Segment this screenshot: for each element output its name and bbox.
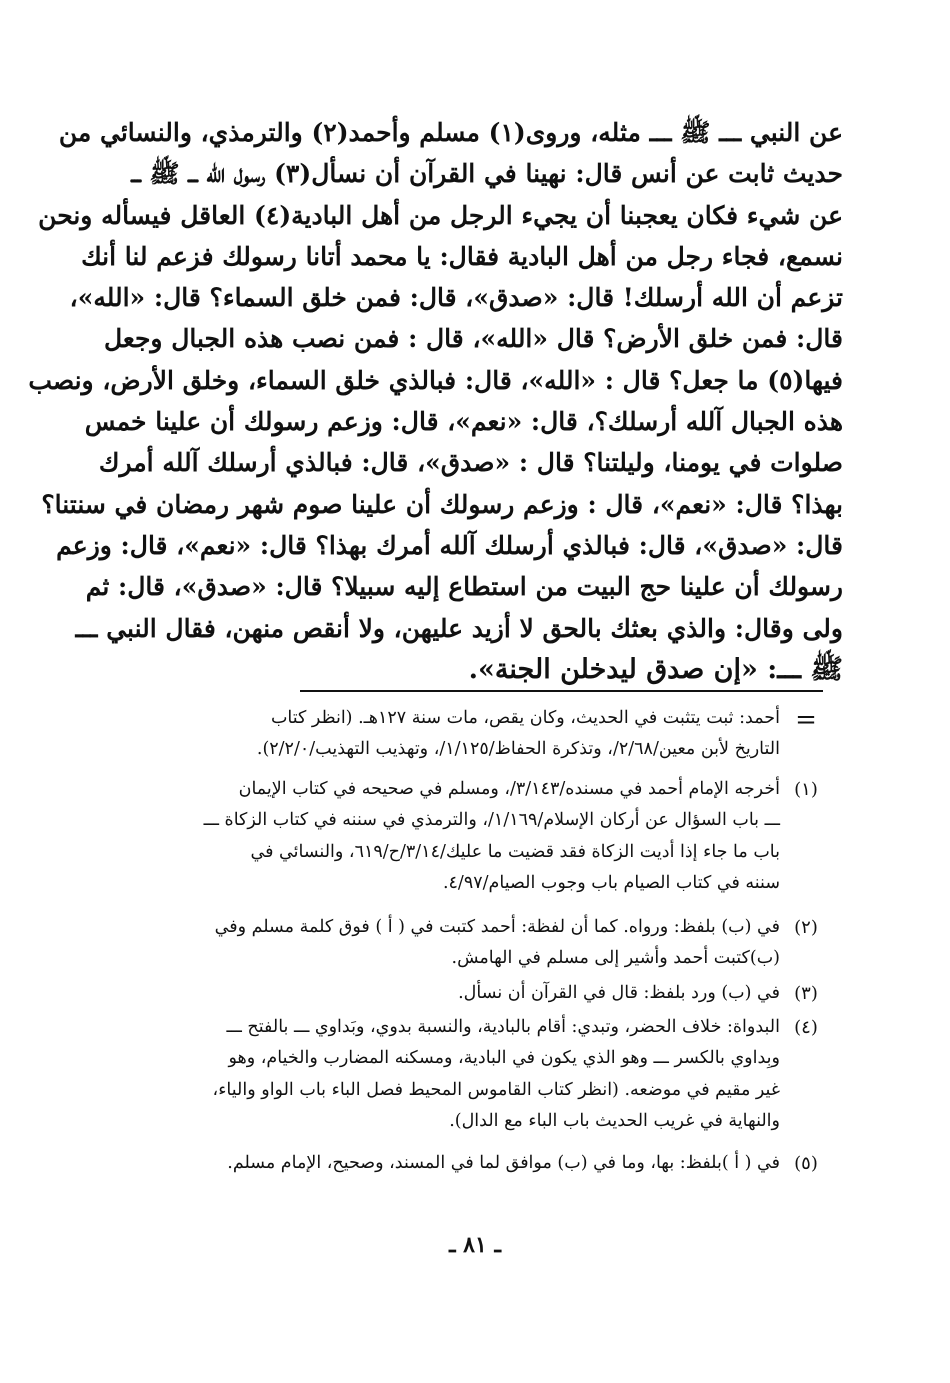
main-text-line: رسولك أن علينا حج البيت من استطاع إليه سبيلا؟ قال: «صدق»، قال: ثم bbox=[85, 572, 843, 602]
main-text-line: بهذا؟ قال: «نعم»، قال : وزعم رسولك أن علينا صوم شهر رمضان في سنتنا؟ bbox=[41, 489, 843, 519]
footnote bbox=[158, 912, 828, 978]
footnote bbox=[158, 1012, 828, 1143]
footnote-line: وبِداوي بالكسر ـــ وهو الذي يكون في البادية، ومسكنه المضارب والخيام، وهو bbox=[228, 1048, 780, 1069]
footnote-line: التاريخ لأبن معين/٢/٦٨/، وتذكرة الحفاظ/١/١٢٥/، وتهذيب التهذيب/٢/٢/٠). bbox=[256, 739, 780, 760]
footnote-line: أخرجه الإمام أحمد في مسنده/٣/١٤٣/، ومسلم في صحيحه في كتاب الإيمان bbox=[238, 779, 780, 799]
main-text-line: نسمع، فجاء رجل من أهل البادية فقال: يا محمد أتانا رسولك فزعم لنا أنك bbox=[81, 241, 843, 271]
footnote-marker: (١) bbox=[794, 779, 818, 800]
main-text-line: قال: «صدق»، قال: فبالذي أرسلك آلله أمرك بهذا؟ قال: «نعم»، قال: وزعم bbox=[56, 530, 843, 560]
main-text-line: فيها(٥) ما جعل؟ قال : «الله»، قال: فبالذي خلق السماء، وخلق الأرض، ونصب bbox=[28, 365, 843, 395]
footnote-line: البدواة: خلاف الحضر، وتبدي: أقام بالبادية، والنسبة بدوي، وبَداوي ـــ بالفتح ـــ bbox=[226, 1017, 780, 1037]
main-text-line: هذه الجبال آلله أرسلك؟، قال: «نعم»، قال: وزعم رسولك أن علينا خمس bbox=[84, 407, 843, 437]
footnote-line: والنهاية في غريب الحديث باب الباء مع الدال). bbox=[449, 1110, 780, 1131]
footnote-marker: = bbox=[795, 705, 817, 735]
footnote bbox=[158, 703, 828, 766]
main-text-line: ﷺ ـــ: «إن صدق ليدخلن الجنة». bbox=[468, 653, 843, 685]
footnote-marker: (٣) bbox=[794, 983, 818, 1004]
footnote-line: غير مقيم في موضعه. (انظر كتاب القاموس المحيط فصل الباء باب الواو والياء، bbox=[212, 1079, 780, 1100]
footnote-line: باب ما جاء إذا أديت الزكاة فقد قضيت ما عليك/٣/١٤/ح/٦١٩، والنسائي في bbox=[250, 841, 780, 862]
footnote-marker: (٢) bbox=[794, 917, 818, 938]
main-text-line: قال: فمن خلق الأرض؟ قال «الله»، قال : فمن نصب هذه الجبال وجعل bbox=[103, 324, 843, 354]
footnote-line: (ب)كتبت أحمد وأشير إلى مسلم في الهامش. bbox=[451, 948, 780, 969]
footnote-line: في ( أ )بلفظ: بها، وما في (ب) موافق لما في المسند، وصحيح، الإمام مسلم. bbox=[227, 1153, 780, 1173]
footnote bbox=[158, 774, 828, 905]
footnote-marker: (٥) bbox=[794, 1153, 818, 1174]
footnote-separator bbox=[300, 690, 823, 692]
main-text-line: ولى وقال: والذي بعثك بالحق لا أزيد عليهن، ولا أنقص منهن، فقال النبي ـــ bbox=[75, 613, 843, 643]
footnote bbox=[158, 978, 828, 1012]
main-text-block bbox=[28, 112, 843, 690]
footnote-line: سننه في كتاب الصيام باب وجوب الصيام/٤/٩٧. bbox=[442, 872, 780, 893]
footnote bbox=[158, 1148, 828, 1182]
main-text-line: صلوات في يومنا، وليلتنا؟ قال : «صدق»، قال: فبالذي أرسلك آلله أمرك bbox=[98, 448, 843, 478]
footnote-line: في (ب) بلفظ: ورواه. كما أن لفظة: أحمد كتبت في ( أ ) فوق كلمة مسلم وفي bbox=[214, 917, 780, 937]
footnote-line: ـــ باب السؤال عن أركان الإسلام/١/١٦٩/، والترمذي في سننه في كتاب الزكاة ـــ bbox=[203, 810, 780, 831]
footnote-marker: (٤) bbox=[794, 1017, 818, 1038]
footnote-line: في (ب) ورد بلفظ: قال في القرآن أن نسأل. bbox=[458, 983, 780, 1003]
page-number: ـ ٨١ ـ bbox=[449, 1232, 501, 1258]
main-text-line: عن شيء فكان يعجبنا أن يجيء الرجل من أهل البادية(٤) العاقل فيسأله ونحن bbox=[38, 200, 843, 230]
main-text-line: تزعم أن الله أرسلك! قال: «صدق»، قال: فمن خلق السماء؟ قال: «الله»، bbox=[69, 283, 843, 313]
main-text-line: حديث ثابت عن أنس قال: نهينا في القرآن أن نسأل(٣) رسول الله ـــ ﷺ ـــ bbox=[131, 159, 843, 189]
footnote-line: أحمد: ثبت يتثبت في الحديث، وكان يقص، مات سنة ١٢٧هـ. (انظر كتاب bbox=[270, 708, 780, 728]
footnotes bbox=[158, 703, 828, 1182]
main-text-line: عن النبي ـــ ﷺ ـــ مثله، وروى(١) مسلم وأحمد(٢) والترمذي، والنسائي من bbox=[58, 118, 843, 147]
